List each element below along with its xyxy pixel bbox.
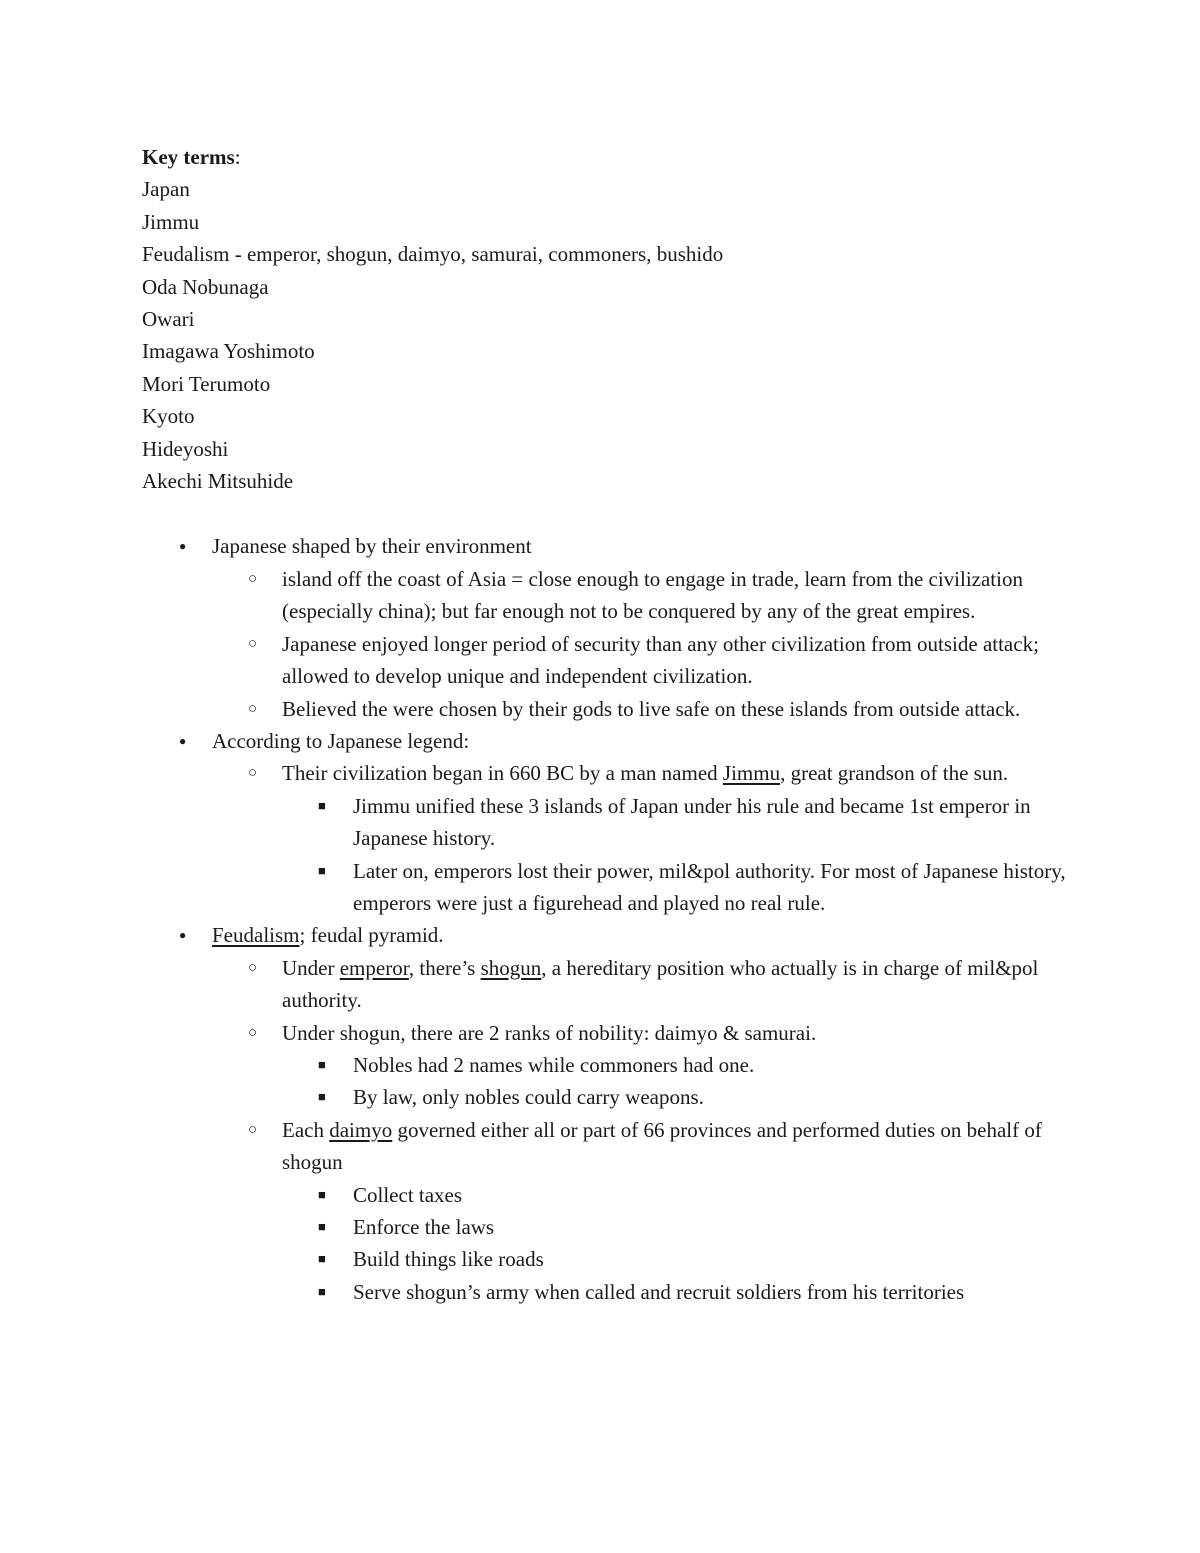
- sub-bullet-text-pre: Their civilization began in 660 BC by a man named: [282, 761, 723, 786]
- key-term-item: Imagawa Yoshimoto: [142, 339, 315, 364]
- bullet-text: Japanese shaped by their environment: [212, 534, 532, 559]
- bullet-filled-circle-icon: ●: [179, 733, 187, 748]
- sub-sub-bullet-text: Nobles had 2 names while commoners had one.: [353, 1052, 755, 1077]
- sub-bullet: [142, 1114, 1072, 1179]
- bullet-filled-square-icon: ■: [318, 1251, 326, 1267]
- underlined-term-jimmu: Jimmu: [722, 761, 781, 786]
- sub-sub-bullet: [142, 790, 1072, 855]
- sub-bullet: [142, 757, 1072, 789]
- sub-bullet-text: Under shogun, there are 2 ranks of nobility: daimyo & samurai.: [282, 1020, 817, 1045]
- bullet-filled-square-icon: ■: [318, 1056, 326, 1072]
- sub-sub-bullet: [142, 1243, 1072, 1275]
- sub-bullet: [142, 1017, 1072, 1049]
- sub-bullet-text: Japanese enjoyed longer period of security than any other civilization from outside attack; allowed to develop unique and independent civilization.: [282, 631, 1039, 689]
- sub-bullet: [142, 693, 1072, 725]
- sub-sub-bullet: [142, 1179, 1072, 1211]
- bullet-hollow-circle-icon: ○: [248, 1121, 258, 1138]
- underlined-term-emperor: emperor: [339, 955, 409, 980]
- bullet-filled-circle-icon: ●: [179, 539, 187, 554]
- sub-bullet-text-pre: Under: [282, 955, 340, 980]
- key-terms-label: Key terms: [142, 145, 235, 169]
- bullet-text: ; feudal pyramid.: [299, 923, 444, 948]
- sub-sub-bullet-text: By law, only nobles could carry weapons.: [353, 1085, 704, 1110]
- key-term-item: Akechi Mitsuhide: [142, 469, 294, 494]
- sub-sub-bullet-text: Enforce the laws: [353, 1215, 495, 1239]
- sub-sub-bullet-text: Jimmu unified these 3 islands of Japan under his rule and became 1st emperor in Japanese history.: [353, 793, 1031, 851]
- key-term-item: Kyoto: [142, 404, 195, 429]
- key-terms-heading: [142, 141, 1072, 173]
- sub-sub-bullet-text: Build things like roads: [353, 1247, 544, 1272]
- bullet-hollow-circle-icon: ○: [248, 700, 258, 717]
- sub-sub-bullet: [142, 1276, 1072, 1308]
- sub-sub-bullet: [142, 1081, 1072, 1113]
- bullet-filled-square-icon: ■: [318, 862, 326, 878]
- key-term-item: Jimmu: [142, 209, 200, 234]
- key-term-item: Oda Nobunaga: [142, 274, 269, 299]
- bullet-hollow-circle-icon: ○: [248, 635, 258, 652]
- bullet-filled-square-icon: ■: [318, 797, 326, 813]
- key-term-item: Mori Terumoto: [142, 371, 271, 396]
- bullet-filled-square-icon: ■: [318, 1283, 326, 1299]
- bullet-hollow-circle-icon: ○: [248, 765, 258, 782]
- key-terms-colon: :: [234, 145, 241, 169]
- bullet-filled-square-icon: ■: [318, 1219, 326, 1234]
- underlined-term-shogun: shogun: [480, 955, 542, 980]
- bullet-filled-square-icon: ■: [318, 1089, 326, 1105]
- sub-sub-bullet-text: Serve shogun’s army when called and recruit soldiers from his territories: [353, 1279, 965, 1304]
- sub-bullet-text: Believed the were chosen by their gods to live safe on these islands from outside attack.: [282, 696, 1021, 721]
- bullet-text: According to Japanese legend:: [212, 728, 470, 753]
- bullet-hollow-circle-icon: ○: [248, 959, 258, 976]
- sub-bullet: [142, 628, 1072, 693]
- bullet-feudalism: [142, 919, 1072, 951]
- sub-bullet-text-post: , a hereditary position who actually is in charge of mil&pol authority.: [282, 955, 1039, 1013]
- document-body: [142, 141, 1072, 1308]
- key-term-item: Feudalism - emperor, shogun, daimyo, samurai, commoners, bushido: [142, 242, 724, 267]
- sub-sub-bullet-text: Later on, emperors lost their power, mil&pol authority. For most of Japanese history, emperors were just a figurehead and played no real rule.: [353, 858, 1066, 915]
- bullet-filled-circle-icon: ●: [179, 928, 187, 943]
- sub-sub-bullet: [142, 1049, 1072, 1081]
- sub-bullet-text-post: governed either all or part of 66 provinces and performed duties on behalf of shogun: [282, 1117, 1042, 1175]
- underlined-term-daimyo: daimyo: [329, 1117, 393, 1142]
- bullet-filled-square-icon: ■: [318, 1186, 326, 1202]
- key-term-item: Japan: [142, 177, 190, 202]
- sub-bullet-text-mid: , there’s: [408, 955, 481, 980]
- sub-sub-bullet: [142, 1211, 1072, 1243]
- underlined-term-feudalism: Feudalism: [212, 923, 300, 948]
- sub-sub-bullet-text: Collect taxes: [353, 1182, 463, 1207]
- section-spacer: [142, 497, 1072, 530]
- sub-sub-bullet: [142, 855, 1072, 920]
- key-term-item: Owari: [142, 307, 195, 332]
- sub-bullet-text: island off the coast of Asia = close enough to engage in trade, learn from the civilization (especially china); but far enough not to be conquered by any of the great empires.: [282, 566, 1023, 624]
- bullet-environment: [142, 530, 1072, 562]
- sub-bullet-text-pre: Each: [282, 1117, 330, 1142]
- bullet-hollow-circle-icon: ○: [248, 570, 258, 587]
- bullet-hollow-circle-icon: ○: [248, 1024, 258, 1041]
- bullet-legend: [142, 725, 1072, 757]
- key-term-item: Hideyoshi: [142, 436, 229, 461]
- sub-bullet: [142, 563, 1072, 628]
- sub-bullet: [142, 952, 1072, 1017]
- sub-bullet-text-post: , great grandson of the sun.: [780, 761, 1009, 786]
